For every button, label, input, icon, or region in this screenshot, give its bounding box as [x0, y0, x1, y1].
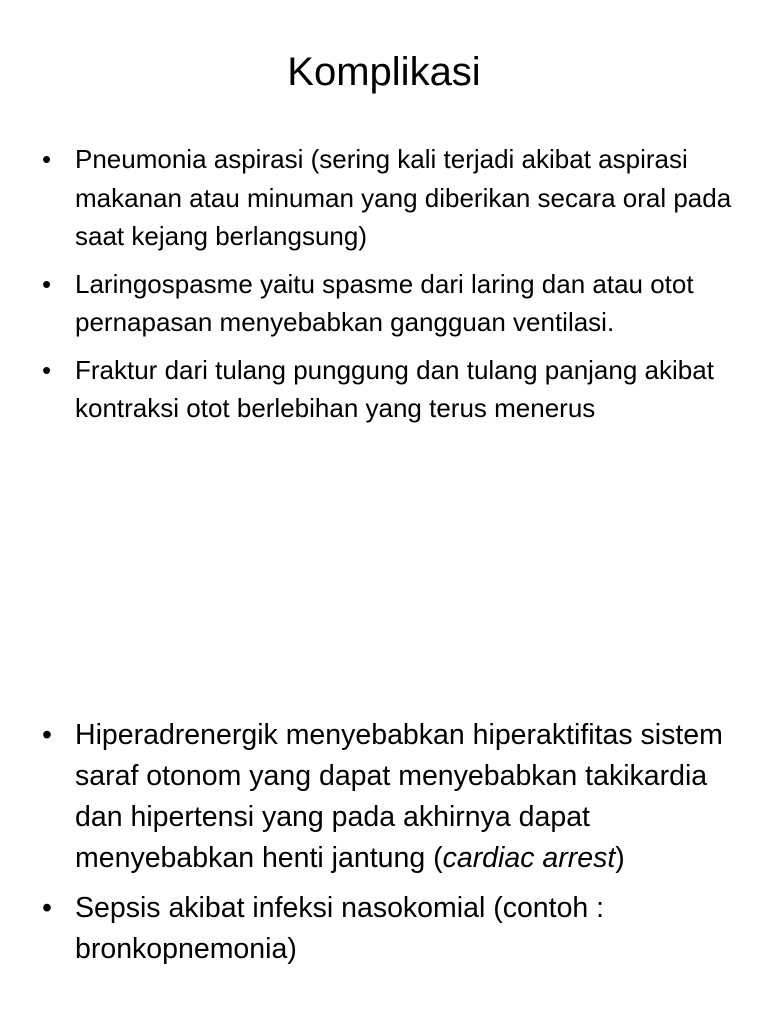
list-item-text: Pneumonia aspirasi (sering kali terjadi akibat aspirasi makanan atau minuman yang diberikan secara oral pada saat kejang berlangsung) — [75, 144, 732, 251]
bullet-icon: • — [42, 892, 52, 924]
bullet-icon: • — [42, 268, 52, 299]
list-item-text: Sepsis akibat infeksi nasokomial (contoh : bronkopnemonia) — [75, 892, 605, 965]
list-item-text: Fraktur dari tulang punggung dan tulang panjang akibat kontraksi otot berlebihan yang terus menerus — [75, 354, 714, 423]
slide-title: Komplikasi — [287, 50, 481, 94]
list-item-text-end: ) — [615, 842, 625, 874]
list-item — [42, 888, 732, 970]
list-item — [42, 140, 732, 256]
list-item-text: Laringospasme yaitu spasme dari laring dan atau otot pernapasan menyebabkan gangguan ventilasi. — [75, 268, 694, 337]
complications-list-bottom — [42, 715, 732, 979]
list-item-text: Hiperadrenergik menyebabkan hiperaktifitas sistem saraf otonom yang dapat menyebabkan takikardia dan hipertensi yang pada akhirnya dapat menyebabkan henti jantung ( — [75, 719, 723, 874]
list-item — [42, 265, 732, 342]
bullet-icon: • — [42, 354, 52, 385]
list-item-italic-term: cardiac arrest — [442, 842, 616, 874]
complications-list-top — [42, 140, 732, 437]
list-item — [42, 351, 732, 428]
bullet-icon: • — [42, 719, 52, 751]
list-item — [42, 715, 732, 879]
bullet-icon: • — [42, 144, 52, 174]
